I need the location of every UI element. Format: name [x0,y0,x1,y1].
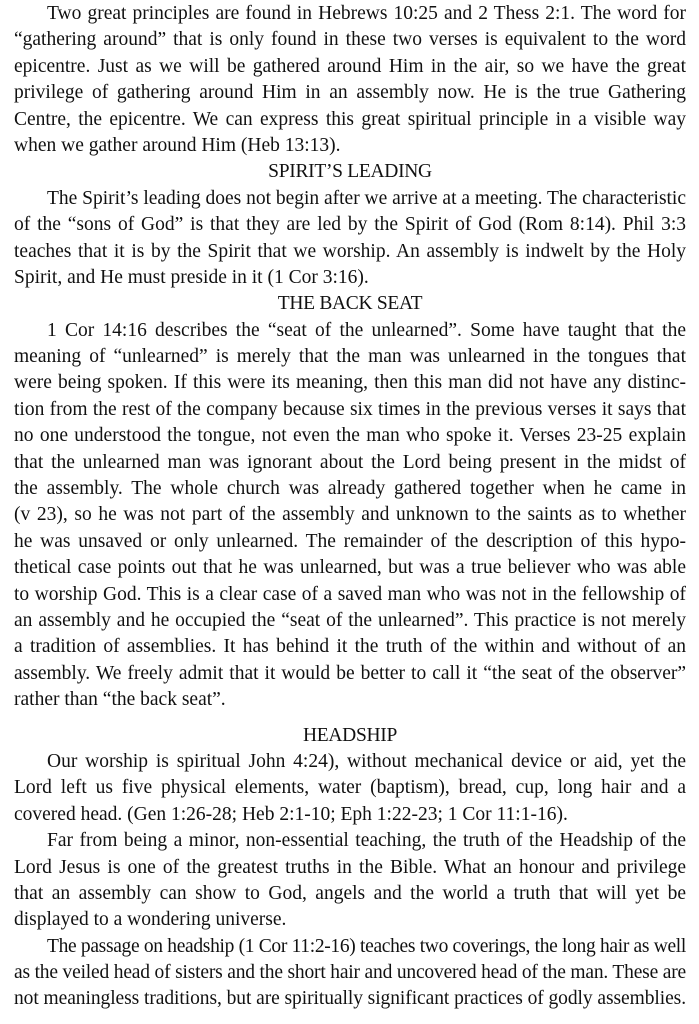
line-text: were being spoken. If this were its meaning, then this man did not have any distinc- [14,372,686,394]
text-line [14,582,686,608]
text-line [14,318,686,344]
text-line [14,828,686,854]
paragraph [14,934,686,1013]
line-text: displayed to a wondering universe. [14,909,287,931]
line-text: epicentre. Just as we will be gathered around Him in the air, so we have the great [14,55,686,77]
line-text: (v 23), so he was not part of the assembly and unknown to the saints as to whether [14,504,686,526]
text-line [14,80,686,106]
line-text: The passage on headship (1 Cor 11:2-16) teaches two coverings, the long hair as well [47,935,686,957]
text-line [14,749,686,775]
section-heading: THE BACK SEAT [277,293,423,315]
text-line [14,529,686,555]
line-text: privilege of gathering around Him in an assembly now. He is the true Gathering [14,82,686,104]
line-text: meaning of “unlearned” is merely that the man was unlearned in the tongues that [14,346,686,368]
text-line [14,960,686,986]
text-line [14,775,686,801]
line-text: The Spirit’s leading does not begin after we arrive at a meeting. The characteristic [47,187,686,209]
line-text: that the unlearned man was ignorant about the Lord being present in the midst of [14,451,686,473]
line-text: Two great principles are found in Hebrews 10:25 and 2 Thess 2:1. The word for [47,3,686,24]
text-line [14,107,686,133]
text-line [14,608,686,634]
text-line [14,802,686,828]
paragraph [14,1,686,159]
line-text: “gathering around” that is only found in these two verses is equivalent to the word [14,29,686,51]
text-line [14,344,686,370]
text-line [14,986,686,1012]
text-line [14,186,686,212]
line-text: Our worship is spiritual John 4:24), without mechanical device or aid, yet the [47,750,686,772]
line-text: covered head. (Gen 1:26-28; Heb 2:1-10; Eph 1:22-23; 1 Cor 11:1-16). [14,803,568,825]
line-text: 1 Cor 14:16 describes the “seat of the unlearned”. Some have taught that the [47,319,686,341]
text-line [14,855,686,881]
text-line [14,1,686,27]
text-line [14,502,686,528]
text-line [14,54,686,80]
line-text: teaches that it is by the Spirit that we worship. An assembly is indwelt by the Holy [14,240,686,262]
line-text: a tradition of assemblies. It has behind it the truth of the within and without of an [14,636,686,658]
line-text: Far from being a minor, non-essential teaching, the truth of the Headship of the [47,830,686,852]
text-line [14,265,686,291]
line-text: not meaningless traditions, but are spiritually significant practices of godly assemblies. [14,988,687,1010]
text-line [14,423,686,449]
text-line [14,634,686,660]
line-text: Lord left us five physical elements, water (baptism), bread, cup, long hair and a [14,777,686,799]
text-line [14,934,686,960]
text-line [14,370,686,396]
line-text: Spirit, and He must preside in it (1 Cor 3:16). [14,266,369,288]
text-line [14,661,686,687]
line-text: Lord Jesus is one of the greatest truths in the Bible. What an honour and privilege [14,856,686,878]
line-text: to worship God. This is a clear case of a saved man who was not in the fellowship of [14,583,686,605]
line-text: thetical case points out that he was unlearned, but was a true believer who was able [14,557,686,579]
text-line [14,476,686,502]
line-text: as the veiled head of sisters and the short hair and uncovered head of the man. These are [14,962,686,984]
line-text: tion from the rest of the company because six times in the previous verses it says that [14,398,686,420]
line-text: of the “sons of God” is that they are led by the Spirit of God (Rom 8:14). Phil 3:3 [14,214,686,236]
text-line [14,133,686,159]
text-line [14,687,686,713]
paragraph [14,318,686,714]
text-line [14,212,686,238]
paragraph [14,186,686,292]
paragraph [14,749,686,828]
text-line [14,397,686,423]
line-text: Centre, the epicentre. We can express this great spiritual principle in a visible way [14,108,686,130]
text-line [14,27,686,53]
line-text: assembly. We freely admit that it would be better to call it “the seat of the observer” [14,662,686,684]
text-line [14,239,686,265]
line-text: an assembly and he occupied the “seat of the unlearned”. This practice is not merely [14,609,686,631]
document-page [14,1,686,1013]
line-text: that an assembly can show to God, angels and the world a truth that will yet be [14,882,686,904]
line-text: when we gather around Him (Heb 13:13). [14,134,341,156]
paragraph [14,828,686,934]
text-line [14,450,686,476]
line-text: rather than “the back seat”. [14,689,226,711]
section-heading: HEADSHIP [302,724,398,746]
text-line [14,907,686,933]
text-line [14,881,686,907]
line-text: no one understood the tongue, not even the man who spoke it. Verses 23-25 explain [14,425,686,447]
section-heading: SPIRIT’S LEADING [268,161,432,183]
line-text: the assembly. The whole church was already gathered together when he came in [14,478,686,500]
text-line [14,555,686,581]
line-text: he was unsaved or only unlearned. The remainder of the description of this hypo- [14,530,686,552]
